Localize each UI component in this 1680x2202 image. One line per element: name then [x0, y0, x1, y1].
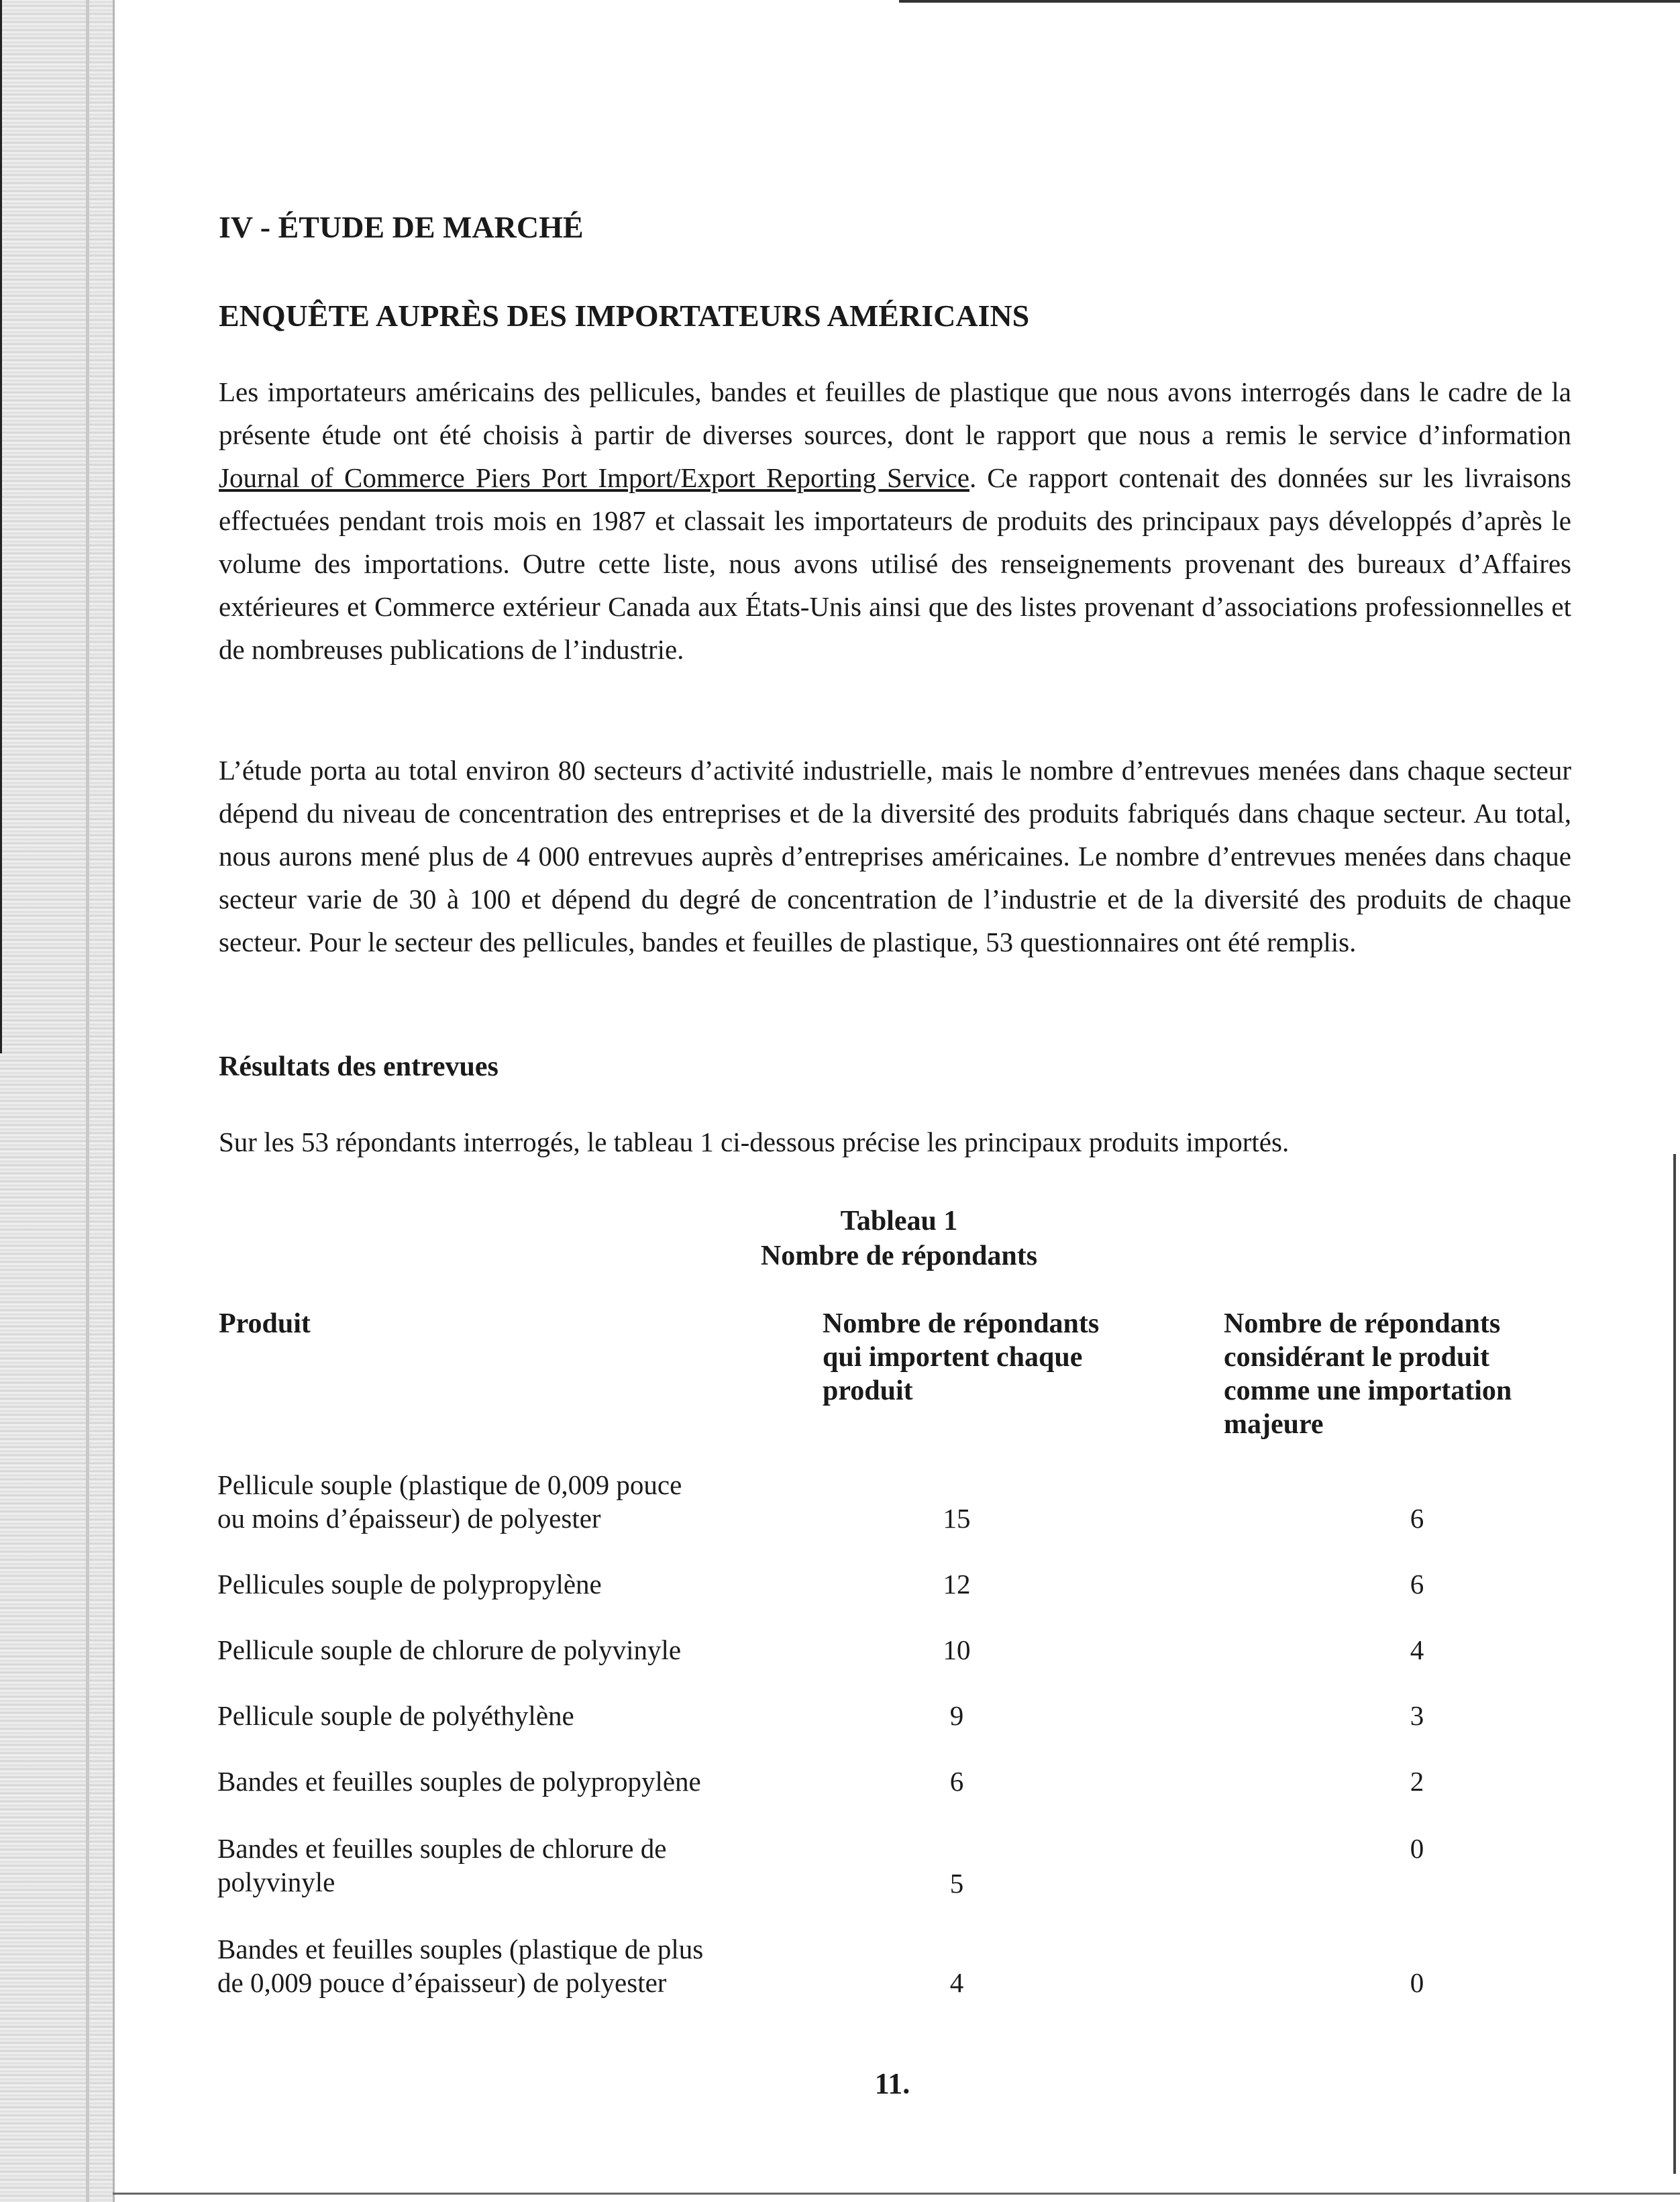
table-row-product: Bandes et feuilles souples de chlorure de polyvinyle: [217, 1833, 667, 1897]
table-row-product: Pellicule souple de chlorure de polyvinyle: [217, 1634, 682, 1665]
table-row-major: 6: [1410, 1569, 1424, 1600]
paragraph-sources: [219, 370, 1571, 671]
table-row-major: 6: [1410, 1503, 1424, 1534]
table-row-importers: 12: [943, 1569, 971, 1600]
table-row-importers: 5: [949, 1868, 964, 1899]
table-row-major: 3: [1410, 1700, 1424, 1731]
paragraph-survey-scope-text: L’étude porta au total environ 80 secteurs d’activité industrielle, mais le nombre d’entrevues menées dans chaque secteur dépend du niveau de concentration des entreprises et de la diversité des produits fabriqués dans chaque secteur. Au total, nous aurons mené plus de 4 000 entrevues auprès d’entreprises américaines. Le nombre d’entrevues menées dans chaque secteur varie de 30 à 100 et dépend du degré de concentration de l’industrie et de la diversité des produits de chaque secteur. Pour le secteur des pellicules, bandes et feuilles de plastique, 53 questionnaires ont été remplis.: [219, 755, 1571, 957]
top-border-line: [899, 0, 1680, 3]
paragraph-sources-text-start: Les importateurs américains des pellicules, bandes et feuilles de plastique que nous avons interrogés dans le cadre de la présente étude ont été choisis à partir de diverses sources, dont le rapport que nous a remis le service d’information: [219, 376, 1571, 450]
source-report-title: Journal of Commerce Piers Port Import/Export Reporting Service: [219, 462, 969, 493]
table-header-major: Nombre de répondants considérant le produit comme une importation majeure: [1224, 1308, 1512, 1440]
table-row-importers: 9: [949, 1700, 964, 1731]
page-number: 11.: [874, 2067, 910, 2100]
table-row-product: Bandes et feuilles souples de polypropylène: [217, 1766, 701, 1797]
table-header-product: Produit: [219, 1308, 311, 1339]
right-border-line: [1673, 1154, 1676, 2174]
table-row-major: 0: [1410, 1967, 1424, 1998]
paragraph-sources-text-end: . Ce rapport contenait des données sur les livraisons effectuées pendant trois mois en 1987 et classait les importateurs de produits des principaux pays développés d’après le volume des importations. Outre cette liste, nous avons utilisé des renseignements provenant des bureaux d’Affaires extérieures et Commerce extérieur Canada aux États-Unis ainsi que des listes provenant d’associations professionnelles et de nombreuses publications de l’industrie.: [219, 462, 1572, 665]
table-row-product: Pellicule souple de polyéthylène: [217, 1700, 574, 1731]
table-row-importers: 6: [949, 1766, 964, 1797]
table-row-importers: 10: [943, 1634, 971, 1665]
results-intro: Sur les 53 répondants interrogés, le tableau 1 ci-dessous précise les principaux produits importés.: [219, 1126, 1290, 1157]
table-row-product: Pellicule souple (plastique de 0,009 pouce ou moins d’épaisseur) de polyester: [217, 1469, 682, 1534]
table-row-importers: 15: [943, 1503, 971, 1534]
table-row-importers: 4: [949, 1967, 964, 1998]
table-row-major: 4: [1410, 1634, 1424, 1665]
table-row-major: 2: [1410, 1766, 1424, 1797]
table-caption-number: Tableau 1: [840, 1206, 958, 1237]
section-title: IV - ÉTUDE DE MARCHÉ: [219, 210, 584, 244]
results-heading: Résultats des entrevues: [219, 1051, 498, 1082]
table-caption-title: Nombre de répondants: [760, 1241, 1038, 1271]
table-header-importers: Nombre de répondants qui importent chaque produit: [823, 1308, 1100, 1406]
table-row-major: 0: [1410, 1833, 1424, 1864]
scanned-page-edge: [0, 0, 115, 2202]
bottom-border-line: [113, 2193, 1680, 2195]
left-border-line: [0, 0, 2, 1053]
table-row-product: Pellicules souple de polypropylène: [217, 1569, 602, 1600]
table-row-product: Bandes et feuilles souples (plastique de plus de 0,009 pouce d’épaisseur) de polyester: [217, 1934, 704, 1998]
paragraph-survey-scope: [219, 749, 1571, 963]
subsection-title: ENQUÊTE AUPRÈS DES IMPORTATEURS AMÉRICAINS: [219, 299, 1030, 333]
scan-edge-line: [86, 0, 89, 2202]
